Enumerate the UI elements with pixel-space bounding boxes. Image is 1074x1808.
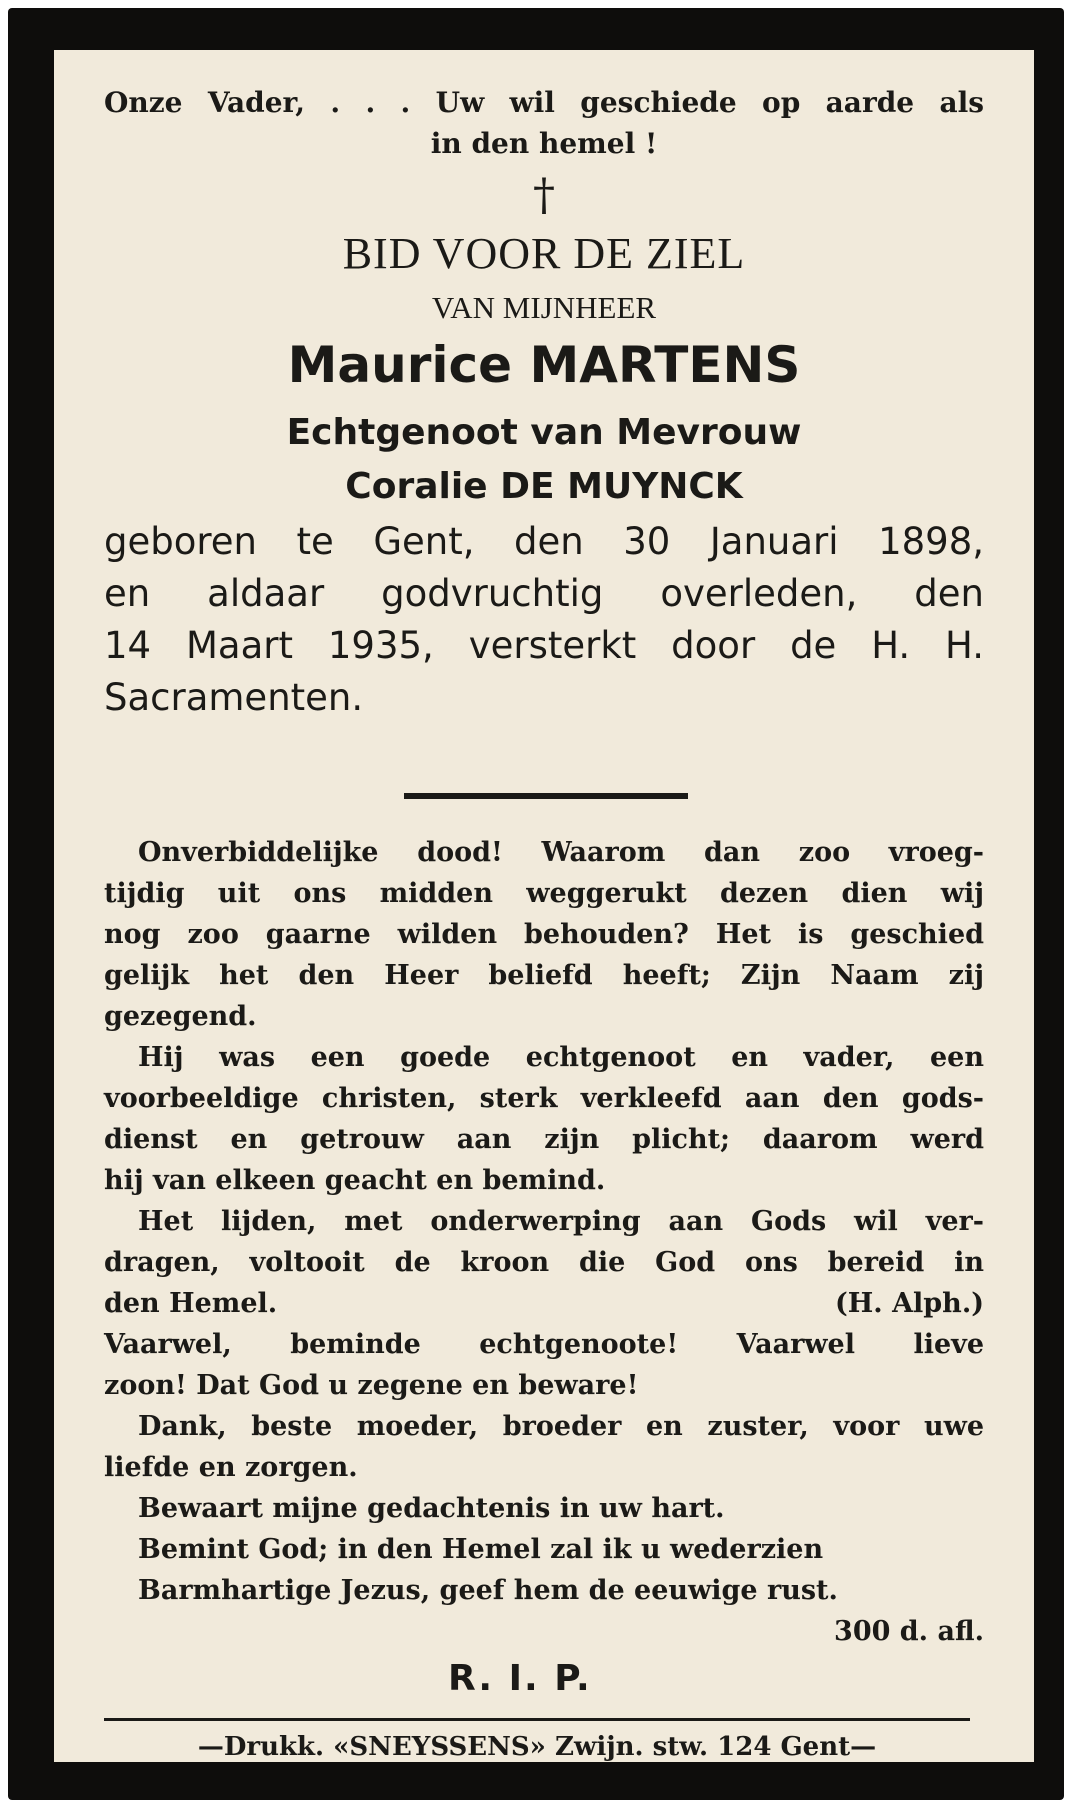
body-line: den Hemel. [104, 1288, 278, 1319]
body-line: voorbeeldige christen, sterk verkleefd aan den gods- [104, 1083, 984, 1114]
body-line: Dank, beste moeder, broeder en zuster, voor uwe [138, 1411, 984, 1442]
body-line: Bewaart mijne gedachtenis in uw hart. [138, 1493, 725, 1524]
indulgence-note: 300 d. afl. [834, 1616, 984, 1647]
spouse-line-2: Coralie DE MUYNCK [345, 466, 743, 507]
body-line: dragen, voltooit de kroon die God ons bereid in [104, 1247, 984, 1278]
body-line: zoon! Dat God u zegene en beware! [104, 1370, 639, 1401]
title-van: VAN MIJNHEER [431, 290, 657, 325]
title-bid: BID VOOR DE ZIEL [342, 229, 746, 278]
body-line: Vaarwel, beminde echtgenoote! Vaarwel lieve [104, 1329, 984, 1360]
bio-line: en aldaar godvruchtig overleden, den [104, 572, 984, 615]
body-line: Hij was een goede echtgenoot en vader, een [138, 1042, 984, 1073]
printer-imprint: —Drukk. «SNEYSSENS» Zwijn. stw. 124 Gent— [197, 1732, 877, 1762]
body-line: liefde en zorgen. [104, 1452, 358, 1483]
prayer-line-1: Onze Vader, . . . Uw wil geschiede op aarde als [104, 86, 984, 119]
prayer-line-2: in den hemel ! [430, 127, 658, 160]
body-line: Onverbiddelijke dood! Waarom dan zoo vroeg- [138, 837, 984, 868]
divider-rule [404, 793, 688, 799]
bio-line: 14 Maart 1935, versterkt door de H. H. [104, 624, 984, 667]
body-line: tijdig uit ons midden weggerukt dezen dien wij [104, 878, 984, 909]
rip-text: R. I. P. [448, 1658, 592, 1699]
body-line: gelijk het den Heer beliefd heeft; Zijn Naam zij [104, 960, 984, 991]
body-line: Barmhartige Jezus, geef hem de eeuwige rust. [138, 1575, 838, 1606]
attribution: (H. Alph.) [835, 1288, 984, 1319]
body-line: nog zoo gaarne wilden behouden? Het is geschied [104, 919, 984, 950]
body-line: hij van elkeen geacht en bemind. [104, 1165, 606, 1196]
spouse-line-1: Echtgenoot van Mevrouw [286, 412, 802, 453]
body-line: Bemint God; in den Hemel zal ik u wederzien [138, 1534, 824, 1565]
bio-line: Sacramenten. [104, 676, 364, 719]
memorial-card [8, 8, 1064, 1800]
body-line: gezegend. [104, 1001, 257, 1032]
cross-icon: † [533, 170, 555, 221]
footer-rule [104, 1718, 970, 1721]
deceased-name: Maurice MARTENS [287, 336, 801, 394]
bio-line: geboren te Gent, den 30 Januari 1898, [104, 520, 984, 563]
body-line: Het lijden, met onderwerping aan Gods wil ver- [138, 1206, 984, 1237]
body-line: dienst en getrouw aan zijn plicht; daarom werd [104, 1124, 984, 1155]
card-paper [54, 50, 1034, 1762]
